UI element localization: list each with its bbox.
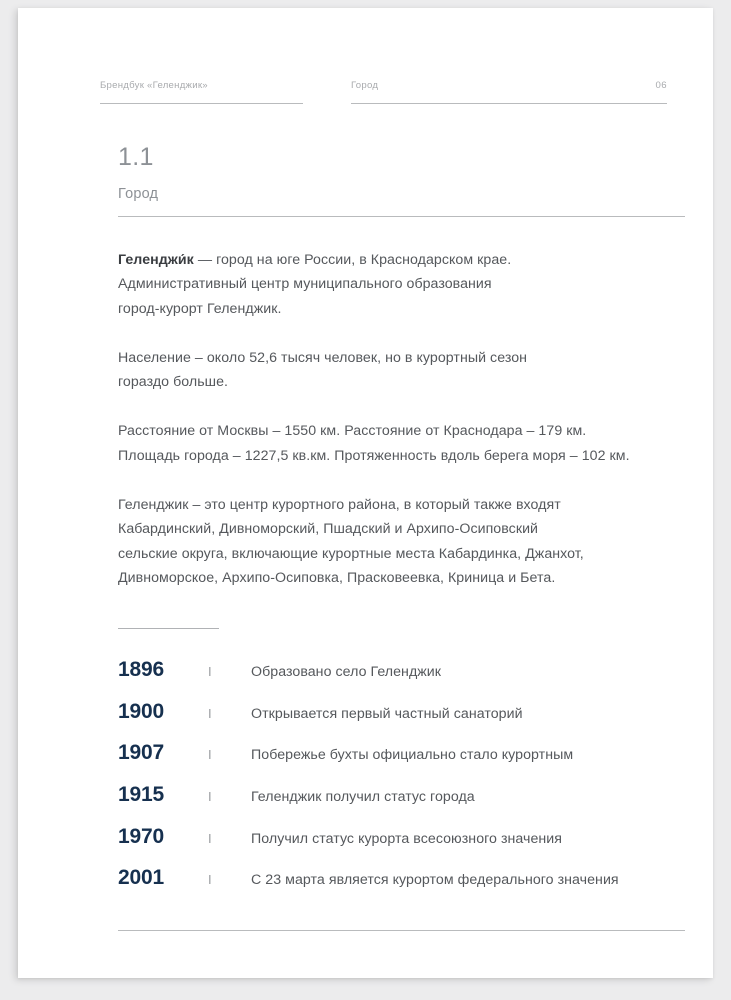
- paragraph-line: сельские округа, включающие курортные места Кабардинка, Джанхот,: [118, 545, 584, 562]
- timeline-description: Геленджик получил статус города: [251, 789, 475, 806]
- paragraph-definition: [118, 248, 698, 321]
- timeline-year: 1915: [118, 783, 164, 807]
- footer-divider: [118, 930, 685, 931]
- timeline-separator-icon: I: [208, 789, 212, 805]
- timeline-row: [118, 658, 698, 700]
- document-page: [18, 8, 713, 978]
- timeline-description: С 23 марта является курортом федерального значения: [251, 872, 619, 889]
- paragraph-line: Геленджик – это центр курортного района, в который также входят: [118, 497, 561, 514]
- paragraph-line: Административный центр муниципального образования: [118, 276, 492, 293]
- paragraph-line: гораздо больше.: [118, 374, 229, 391]
- body-content: [118, 248, 698, 590]
- timeline-separator-icon: I: [208, 664, 212, 679]
- paragraph-line: Площадь города – 1227,5 кв.км. Протяженность вдоль берега моря – 102 км.: [118, 447, 630, 464]
- paragraph-population: [118, 346, 698, 395]
- timeline-year: 2001: [118, 866, 164, 890]
- brandbook-label: Брендбук «Геленджик»: [100, 80, 208, 91]
- page-title: Город: [118, 186, 159, 202]
- page-number: 06: [655, 80, 667, 91]
- timeline-row: [118, 700, 698, 742]
- timeline-description: Получил статус курорта всесоюзного значения: [251, 830, 563, 847]
- title-divider: [118, 216, 685, 217]
- paragraph-line: город-курорт Геленджик.: [118, 300, 282, 317]
- page-header: [100, 80, 667, 104]
- timeline-description: Открывается первый частный санаторий: [251, 705, 523, 722]
- timeline-separator-icon: I: [208, 830, 212, 846]
- timeline-year: 1907: [118, 741, 164, 765]
- paragraph-line: — город на юге России, в Краснодарском крае.: [193, 252, 512, 268]
- paragraph-distances: [118, 419, 698, 468]
- timeline-year: 1896: [118, 658, 164, 681]
- timeline-row: [118, 741, 698, 783]
- header-left-column: [100, 80, 303, 104]
- timeline-description: Побережье бухты официально стало курортным: [251, 747, 574, 764]
- timeline-separator-icon: I: [208, 705, 212, 721]
- paragraph-line: Дивноморское, Архипо-Осиповка, Прасковеевка, Криница и Бета.: [118, 569, 556, 586]
- paragraph-resort-district: [118, 493, 698, 590]
- header-right-column: [351, 80, 667, 104]
- timeline-separator-icon: I: [208, 872, 212, 888]
- timeline-divider: [118, 628, 219, 629]
- timeline-description: Образовано село Геленджик: [251, 664, 442, 680]
- lead-term: Геленджи́к: [118, 252, 194, 268]
- paragraph-line: Кабардинский, Дивноморский, Пшадский и Архипо-Осиповский: [118, 521, 539, 538]
- section-number: 1.1: [118, 143, 154, 171]
- timeline-row: [118, 825, 698, 867]
- paragraph-line: Расстояние от Москвы – 1550 км. Расстояние от Краснодара – 179 км.: [118, 423, 587, 440]
- timeline-year: 1900: [118, 699, 164, 723]
- timeline-row: [118, 866, 698, 908]
- section-label: Город: [351, 80, 379, 91]
- timeline-separator-icon: I: [208, 747, 212, 763]
- timeline-list: [118, 658, 698, 908]
- paragraph-line: Население – около 52,6 тысяч человек, но в курортный сезон: [118, 349, 528, 366]
- timeline-year: 1970: [118, 824, 164, 848]
- timeline-row: [118, 783, 698, 825]
